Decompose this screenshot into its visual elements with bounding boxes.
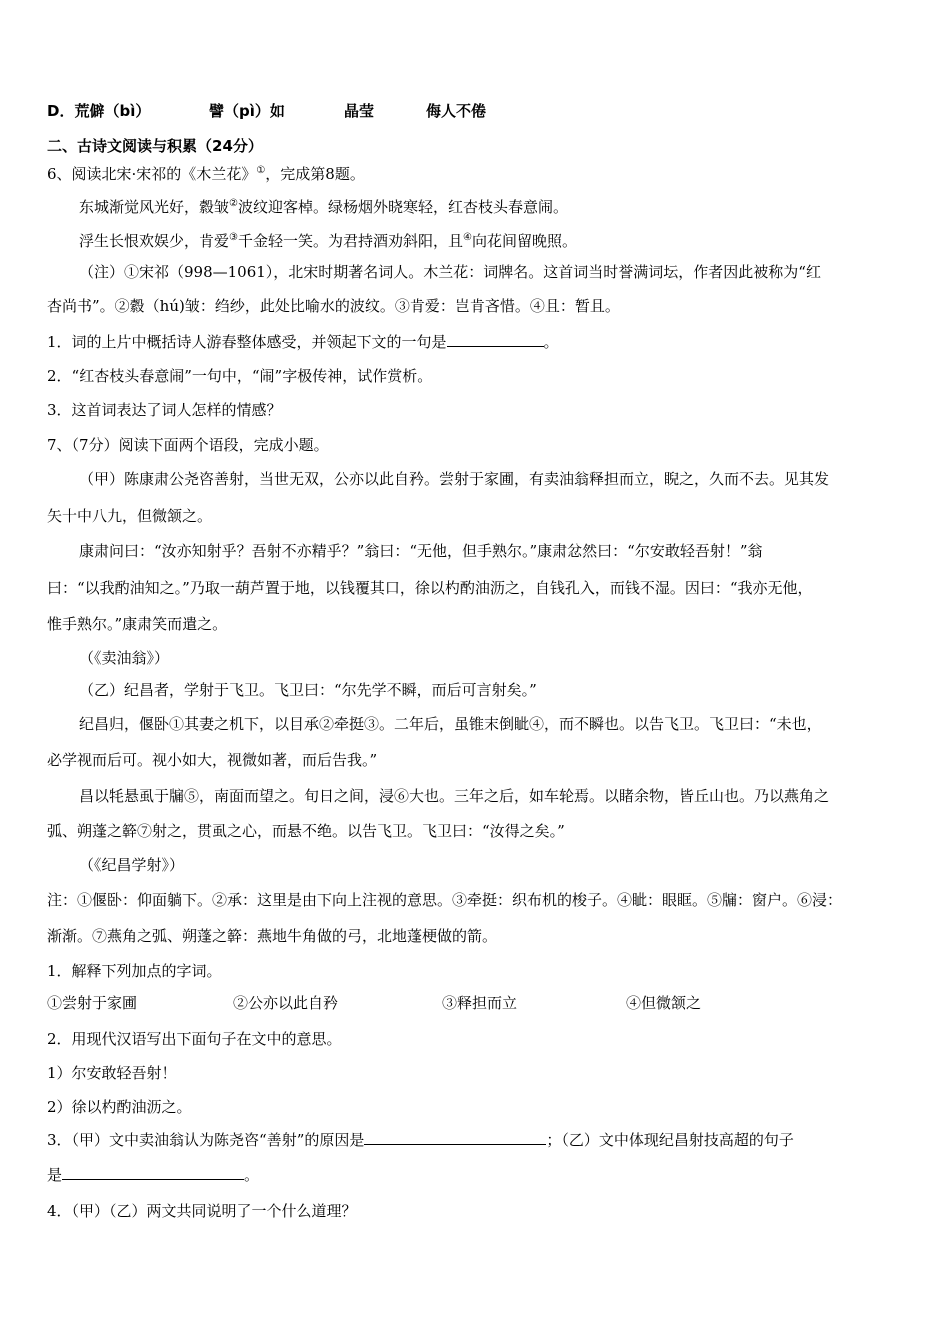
poem-line-1-a: 东城渐觉风光好，縠皱 — [79, 198, 230, 216]
q7-sub-3-cont — [47, 1165, 259, 1185]
option-d-item-3: 晶莹 — [344, 102, 375, 120]
q7-sub-3-end: 。 — [244, 1166, 260, 1184]
passage-5-line-2: 弧、朔蓬之簳⑦射之，贯虱之心，而悬不绝。以告飞卫。飞卫曰：“汝得之矣。” — [47, 822, 565, 840]
q6-note-line-1: （注）①宋祁（998—1061），北宋时期著名词人。木兰花：词牌名。这首词当时誉满词坛，作者因此被称为“红 — [79, 263, 821, 281]
passage-3: （乙）纪昌者，学射于飞卫。飞卫曰：“尔先学不瞬，而后可言射矣。” — [79, 681, 537, 699]
passage-4-line-2: 必学视而后可。视小如大，视微如著，而后告我。” — [47, 751, 378, 769]
q7-intro: 7、（7分）阅读下面两个语段，完成小题。 — [47, 436, 329, 454]
option-d-item-2: 譬（pì）如 — [209, 102, 285, 120]
word-item-4: ④但微颔之 — [626, 994, 702, 1012]
q6-note-line-2: 杏尚书”。②縠（hú)皱：绉纱，此处比喻水的波纹。③肯爱：岂肯吝惜。④且：暂且。 — [47, 297, 620, 315]
q7-sub-4: 4．（甲）（乙）两文共同说明了一个什么道理？ — [47, 1202, 357, 1220]
q6-intro-text: 6、阅读北宋·宋祁的《木兰花》 — [47, 165, 257, 183]
source-1: （《卖油翁》） — [79, 649, 170, 667]
word-item-3: ③释担而立 — [442, 994, 518, 1012]
poem-line-2-a: 浮生长恨欢娱少，肯爱 — [79, 232, 230, 250]
source-2: （《纪昌学射》） — [79, 856, 185, 874]
q7-sub-2: 2．用现代汉语写出下面句子在文中的意思。 — [47, 1030, 342, 1048]
q6-sub-1 — [47, 332, 559, 352]
section-title: 二、古诗文阅读与积累（24分） — [47, 137, 263, 155]
poem-line-1-b: 波纹迎客棹。绿杨烟外晓寒轻，红杏枝头春意闹。 — [237, 198, 568, 216]
q7-sub-3-text: 3．（甲）文中卖油翁认为陈尧咨“善射”的原因是 — [47, 1131, 365, 1149]
q7-note-line-1: 注：①偃卧：仰面躺下。②承：这里是由下向上注视的意思。③牵挺：织布机的梭子。④眦：眼眶。⑤牖：窗户。⑥浸： — [47, 891, 843, 909]
passage-1-line-2: 矢十中八九，但微颔之。 — [47, 507, 213, 525]
answer-blank[interactable] — [62, 1165, 244, 1180]
q6-sub-1-text: 1．词的上片中概括诗人游春整体感受，并领起下文的一句是 — [47, 333, 447, 351]
word-item-2: ②公亦以此自矜 — [233, 994, 339, 1012]
poem-line-2-c: 向花间留晚照。 — [471, 232, 577, 250]
q6-sub-3: 3．这首词表达了词人怎样的情感？ — [47, 401, 282, 419]
poem-line-1 — [79, 194, 568, 217]
q7-sub-3-text-3: 是 — [47, 1166, 63, 1184]
passage-4-line-1: 纪昌归，偃卧①其妻之机下，以目承②牵挺③。二年后，虽锥末倒眦④，而不瞬也。以告飞卫。飞卫曰：“未也， — [79, 715, 822, 733]
passage-2-line-3: 惟手熟尔。”康肃笑而遣之。 — [47, 615, 228, 633]
q7-sub-2-item-2: 2）徐以杓酌油沥之。 — [47, 1098, 192, 1116]
answer-blank[interactable] — [364, 1130, 546, 1145]
footnote-marker: ④ — [463, 232, 472, 243]
footnote-marker: ① — [256, 165, 266, 176]
option-d-label: D．荒僻（bì） — [47, 102, 151, 120]
q6-intro — [47, 161, 365, 184]
passage-2-line-1: 康肃问曰：“汝亦知射乎？吾射不亦精乎？”翁曰：“无他，但手熟尔。”康肃忿然曰：“尔安敢轻吾射！”翁 — [79, 542, 763, 560]
passage-1-line-1: （甲）陈康肃公尧咨善射，当世无双，公亦以此自矜。尝射于家圃，有卖油翁释担而立，睨之，久而不去。见其发 — [79, 470, 830, 488]
word-item-1: ①尝射于家圃 — [47, 994, 138, 1012]
poem-line-2-b: 千金轻一笑。为君持酒劝斜阳，且 — [237, 232, 463, 250]
passage-5-line-1: 昌以牦悬虱于牖⑤，南面而望之。旬日之间，浸⑥大也。三年之后，如车轮焉。以睹余物，皆丘山也。乃以燕角之 — [79, 787, 830, 805]
q7-sub-3 — [47, 1130, 794, 1150]
q6-intro-text-end: ，完成第8题。 — [265, 165, 365, 183]
q6-sub-1-end: 。 — [543, 333, 559, 351]
answer-blank[interactable] — [447, 332, 544, 347]
poem-line-2 — [79, 228, 577, 251]
option-d-item-4: 侮人不倦 — [426, 102, 487, 120]
q7-note-line-2: 渐渐。⑦燕角之弧、朔蓬之簳：燕地牛角做的弓，北地蓬梗做的箭。 — [47, 927, 498, 945]
passage-2-line-2: 曰：“以我酌油知之。”乃取一葫芦置于地，以钱覆其口，徐以杓酌油沥之，自钱孔入，而钱不湿。因曰：“我亦无他， — [47, 579, 813, 597]
q6-sub-2: 2．“红杏枝头春意闹”一句中，“闹”字极传神，试作赏析。 — [47, 367, 433, 385]
q7-sub-3-text-2: ；（乙）文中体现纪昌射技高超的句子 — [546, 1131, 794, 1149]
footnote-marker: ③ — [229, 232, 238, 243]
q7-sub-2-item-1: 1）尔安敢轻吾射！ — [47, 1064, 177, 1082]
footnote-marker: ② — [229, 198, 238, 209]
q7-sub-1: 1．解释下列加点的字词。 — [47, 962, 222, 980]
